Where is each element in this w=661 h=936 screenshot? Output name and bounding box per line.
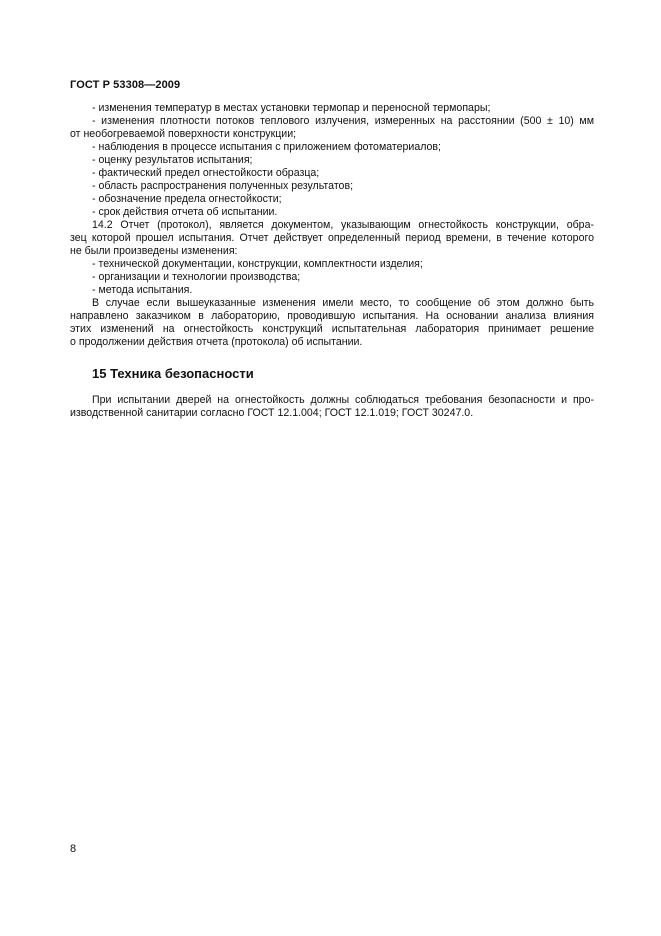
- text-line: - организации и технологии производства;: [92, 271, 301, 283]
- text-line: - срок действия отчета об испытании.: [92, 206, 278, 218]
- text-line: - обозначение предела огнестойкости;: [92, 193, 282, 205]
- text-line: - фактический предел огнестойкости образца;: [92, 167, 320, 179]
- text-line: - оценку результатов испытания;: [92, 154, 253, 166]
- text-line: от необогреваемой поверхности конструкции;: [70, 128, 297, 140]
- text-line: - наблюдения в процессе испытания с приложением фотоматериалов;: [92, 141, 441, 153]
- text-line: этих изменений на огнестойкость конструкций испытательная лаборатория принимает решение: [70, 323, 594, 335]
- text-line: - изменения температур в местах установки термопар и переносной термопары;: [92, 102, 491, 114]
- text-line: - технической документации, конструкции, комплектности изделия;: [92, 258, 423, 270]
- text-line: - область распространения полученных результатов;: [92, 180, 354, 192]
- page-number: 8: [70, 843, 77, 855]
- section-15-text: [70, 394, 594, 420]
- text-line: о продолжении действия отчета (протокола) об испытании.: [70, 336, 363, 348]
- document-header: ГОСТ Р 53308—2009: [70, 79, 181, 91]
- text-line: зец которой прошел испытания. Отчет действует определенный период времени, в течение которого: [70, 232, 594, 244]
- text-line: В случае если вышеуказанные изменения имели место, то сообщение об этом должно быть: [92, 297, 594, 309]
- text-line: При испытании дверей на огнестойкость должны соблюдаться требования безопасности и про-: [92, 394, 594, 406]
- text-line: 14.2 Отчет (протокол), является документом, указывающим огнестойкость конструкции, обра-: [92, 219, 594, 231]
- section-14-text: [70, 102, 594, 349]
- section-heading: 15 Техника безопасности: [92, 366, 254, 381]
- text-line: направлено заказчиком в лабораторию, проводившую испытания. На основании анализа влияния: [70, 310, 594, 322]
- text-line: не были произведены изменения:: [70, 245, 238, 257]
- text-line: изводственной санитарии согласно ГОСТ 12.1.004; ГОСТ 12.1.019; ГОСТ 30247.0.: [70, 407, 474, 419]
- text-line: - метода испытания.: [92, 284, 193, 296]
- text-line: - изменения плотности потоков теплового излучения, измеренных на расстоянии (500 ± 10) мм: [92, 115, 594, 127]
